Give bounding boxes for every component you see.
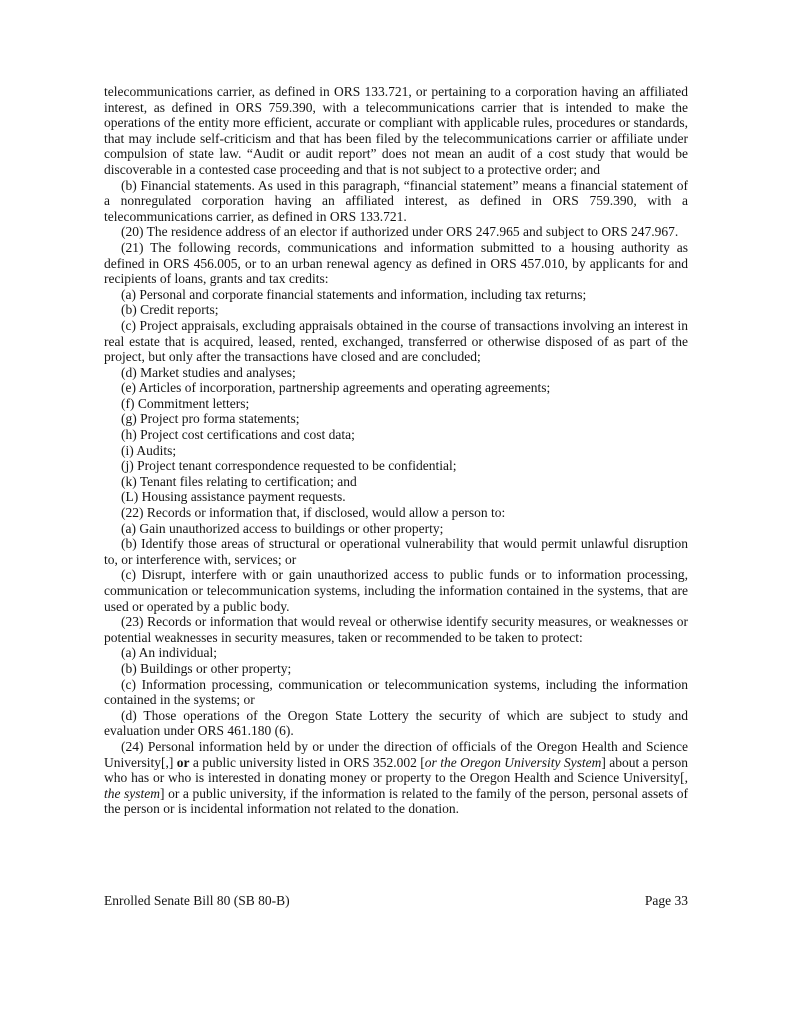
paragraph-22: (22) Records or information that, if disclosed, would allow a person to:: [121, 505, 506, 521]
paragraph-21h: (h) Project cost certifications and cost data;: [121, 427, 355, 443]
paragraph-23: (23) Records or information that would reveal or otherwise identify security measures, or weaknesses or potential weaknesses in security measures, taken or recommended to be taken to protect:: [104, 614, 688, 645]
footer-page-number: Page 33: [644, 893, 688, 908]
paragraph-23d: (d) Those operations of the Oregon State Lottery the security of which are subject to study and evaluation under ORS 461.180 (6).: [104, 707, 688, 739]
paragraph-21g: (g) Project pro forma statements;: [121, 411, 300, 427]
text-segment: a public university listed in ORS 352.002 [: [189, 754, 425, 770]
paragraph-21k: (k) Tenant files relating to certification; and: [121, 473, 357, 489]
document-body: [104, 84, 688, 817]
paragraph-21L: (L) Housing assistance payment requests.: [121, 489, 346, 505]
paragraph-22b: (b) Identify those areas of structural or operational vulnerability that would permit unlawful disruption to, or interference with, services; or: [104, 536, 688, 567]
paragraph-23c: (c) Information processing, communication or telecommunication systems, including the information contained in the systems; or: [104, 676, 688, 708]
paragraph-21e: (e) Articles of incorporation, partnership agreements and operating agreements;: [121, 380, 551, 396]
paragraph-21d: (d) Market studies and analyses;: [121, 364, 296, 380]
text-segment: ] about a person who has or who is interested in donating money or property to the Oregon Health and Science University[,: [104, 754, 688, 786]
paragraph-21b: (b) Credit reports;: [121, 302, 219, 318]
paragraph-22a: (a) Gain unauthorized access to buildings or other property;: [121, 520, 444, 536]
text-segment-italic-deleted: the system: [104, 785, 161, 801]
paragraph-21f: (f) Commitment letters;: [121, 395, 250, 411]
paragraph-21j: (j) Project tenant correspondence requested to be confidential;: [121, 458, 457, 474]
paragraph-23a: (a) An individual;: [121, 645, 217, 661]
paragraph-21: (21) The following records, communications and information submitted to a housing authority as defined in ORS 456.005, or to an urban renewal agency as defined in ORS 457.010, by applicants for and recipients of loans, grants and tax credits:: [104, 239, 688, 287]
paragraph-24: [104, 739, 688, 817]
footer-bill-title: Enrolled Senate Bill 80 (SB 80-B): [104, 893, 290, 908]
text-segment-italic-deleted: or the Oregon University System: [424, 754, 602, 770]
paragraph-23b: (b) Buildings or other property;: [121, 660, 292, 676]
text-segment: ] or a public university, if the information is related to the family of the person, personal assets of the person or is incidental information not related to the donation.: [104, 785, 689, 817]
page-footer: [104, 893, 688, 909]
text-segment: (24) Personal information held by or under the direction of officials of the Oregon Health and Science University[,]: [104, 738, 688, 770]
paragraph-22c: (c) Disrupt, interfere with or gain unauthorized access to public funds or to information processing, communication or telecommunication systems, including the information contained in the systems, that are used or operated by a public body.: [104, 567, 688, 614]
paragraph-21a: (a) Personal and corporate financial statements and information, including tax returns;: [121, 286, 587, 302]
paragraph-20: (20) The residence address of an elector if authorized under ORS 247.965 and subject to ORS 247.967.: [121, 224, 679, 240]
text-segment-bold: or: [176, 754, 190, 770]
paragraph-21c: (c) Project appraisals, excluding appraisals obtained in the course of transactions involving an interest in real estate that is acquired, leased, rented, exchanged, transferred or otherwise disposed of as part of the project, but only after the transactions have closed and are concluded;: [104, 317, 688, 365]
paragraph-21i: (i) Audits;: [121, 442, 177, 458]
paragraph-continuation: telecommunications carrier, as defined in ORS 133.721, or pertaining to a corporation having an affiliated interest, as defined in ORS 759.390, with a telecommunications carrier that is intended to make the operations of the entity more efficient, accurate or compliant with applicable rules, procedures or standards, that may include self-criticism and that has been filed by the telecommunications carrier or affiliate under compulsion of state law. “Audit or audit report” does not mean an audit of a cost study that would be discoverable in a contested case proceeding and that is not subject to a protective order; and: [104, 84, 688, 177]
paragraph-b-financial: (b) Financial statements. As used in this paragraph, “financial statement” means a financial statement of a nonregulated corporation having an affiliated interest, as defined in ORS 759.390, with a telecommunications carrier, as defined in ORS 133.721.: [104, 177, 688, 224]
